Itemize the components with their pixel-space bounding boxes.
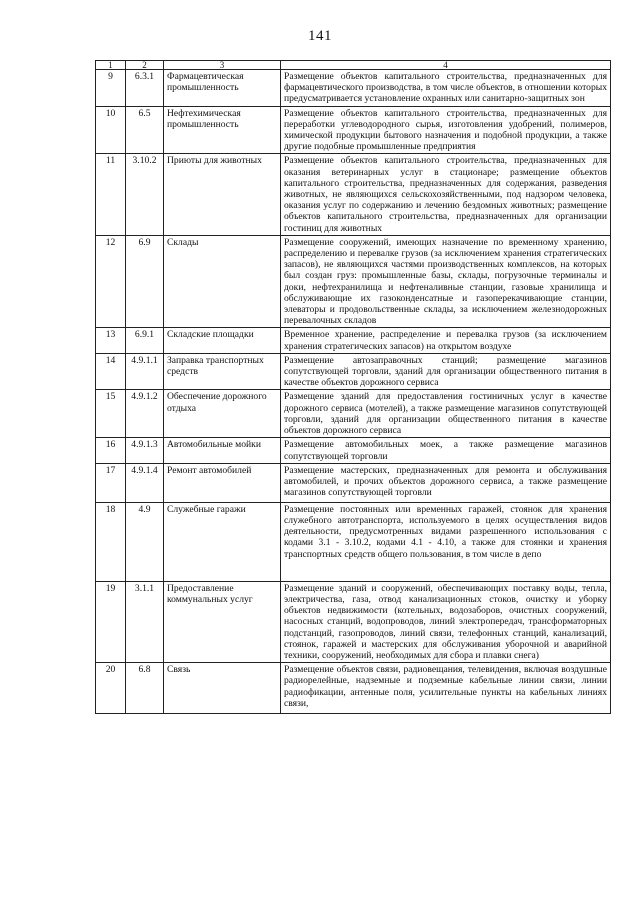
row-number: 16 (96, 438, 126, 463)
use-name: Служебные гаражи (164, 502, 281, 581)
row-number: 19 (96, 581, 126, 662)
table-row (96, 663, 611, 714)
use-code: 4.9.1.3 (126, 438, 164, 463)
row-number: 15 (96, 390, 126, 438)
use-code: 6.8 (126, 663, 164, 714)
table-row (96, 235, 611, 328)
use-description: Размещение постоянных или временных гаражей, стоянок для хранения служебного автотранспорта, используемого в целях осуществления видов деятельности, предусмотренных видами разрешенного использования с кодами 3.1 - 3.10.2, кодами 4.1 - 4.10, а также для стоянки и хранения транспортных средств общего пользования, в том числе в депо (281, 502, 611, 581)
column-header-1: 1 (96, 61, 126, 70)
row-number: 9 (96, 70, 126, 107)
table-row (96, 353, 611, 390)
row-number: 20 (96, 663, 126, 714)
table-row (96, 154, 611, 235)
table-header-row (96, 61, 611, 70)
use-code: 3.1.1 (126, 581, 164, 662)
row-number: 11 (96, 154, 126, 235)
use-code: 3.10.2 (126, 154, 164, 235)
column-header-3: 3 (164, 61, 281, 70)
use-description: Размещение автомобильных моек, а также размещение магазинов сопутствующей торговли (281, 438, 611, 463)
row-number: 13 (96, 328, 126, 353)
column-header-4: 4 (281, 61, 611, 70)
use-name: Нефтехимическая промышленность (164, 106, 281, 154)
use-name: Обеспечение дорожного отдыха (164, 390, 281, 438)
use-name: Складские площадки (164, 328, 281, 353)
table-row (96, 581, 611, 662)
use-code: 6.5 (126, 106, 164, 154)
use-description: Размещение зданий для предоставления гостиничных услуг в качестве дорожного сервиса (мотелей), а также размещение магазинов сопутствующей торговли, зданий для организации общественного питания в качестве объектов дорожного сервиса (281, 390, 611, 438)
row-number: 10 (96, 106, 126, 154)
use-name: Склады (164, 235, 281, 328)
table-row (96, 106, 611, 154)
use-description: Размещение объектов капитального строительства, предназначенных для фармацевтического производства, в том числе объектов, в отношении которых предусматривается установление охранных или санитарно-защитных зон (281, 70, 611, 107)
use-code: 4.9 (126, 502, 164, 581)
table-row (96, 502, 611, 581)
row-number: 12 (96, 235, 126, 328)
use-description: Размещение мастерских, предназначенных для ремонта и обслуживания автомобилей, и прочих объектов дорожного сервиса, а также размещение магазинов сопутствующей торговли (281, 463, 611, 502)
use-name: Приюты для животных (164, 154, 281, 235)
use-description: Размещение автозаправочных станций; размещение магазинов сопутствующей торговли, зданий для организации общественного питания в качестве объектов дорожного сервиса (281, 353, 611, 390)
use-code: 4.9.1.4 (126, 463, 164, 502)
use-name: Предоставление коммунальных услуг (164, 581, 281, 662)
use-name: Фармацевтическая промышленность (164, 70, 281, 107)
table-row (96, 463, 611, 502)
use-code: 4.9.1.2 (126, 390, 164, 438)
use-description: Размещение объектов капитального строительства, предназначенных для оказания ветеринарных услуг в стационаре; размещение объектов капитального строительства, предназначенных для содержания, разведения животных, не являющихся сельскохозяйственными, под надзором человека, оказания услуг по содержанию и лечению бездомных животных; размещение объектов капитального строительства, предназначенных для организации гостиниц для животных (281, 154, 611, 235)
use-name: Заправка транспортных средств (164, 353, 281, 390)
use-description: Размещение объектов капитального строительства, предназначенных для переработки углеводородного сырья, изготовления удобрений, полимеров, химической продукции бытового назначения и подобной продукции, а также другие подобные промышленные предприятия (281, 106, 611, 154)
use-code: 6.9 (126, 235, 164, 328)
row-number: 18 (96, 502, 126, 581)
table-row (96, 438, 611, 463)
use-description: Размещение зданий и сооружений, обеспечивающих поставку воды, тепла, электричества, газа, отвод канализационных стоков, очистку и уборку объектов недвижимости (котельных, водозаборов, очистных сооружений, насосных станций, водопроводов, линий электропередач, трансформаторных подстанций, газопроводов, линий связи, телефонных станций, канализаций, стоянок, гаражей и мастерских для обслуживания уборочной и аварийной техники, сооружений, необходимых для сбора и плавки снега) (281, 581, 611, 662)
use-description: Размещение сооружений, имеющих назначение по временному хранению, распределению и перевалке грузов (за исключением хранения стратегических запасов), не являющихся частями производственных комплексов, на которых был создан груз: промышленные базы, склады, погрузочные терминалы и доки, нефтехранилища и нефтеналивные станции, газовые хранилища и обслуживающие их газоконденсатные и газоперекачивающие станции, элеваторы и продовольственные склады, за исключением железнодорожных перевалочных складов (281, 235, 611, 328)
use-name: Автомобильные мойки (164, 438, 281, 463)
use-name: Ремонт автомобилей (164, 463, 281, 502)
land-use-table (95, 60, 611, 714)
table-row (96, 328, 611, 353)
use-code: 6.9.1 (126, 328, 164, 353)
use-description: Временное хранение, распределение и перевалка грузов (за исключением хранения стратегических запасов) на открытом воздухе (281, 328, 611, 353)
table-row (96, 390, 611, 438)
use-code: 6.3.1 (126, 70, 164, 107)
table-row (96, 70, 611, 107)
row-number: 17 (96, 463, 126, 502)
page-number: 141 (308, 28, 332, 44)
column-header-2: 2 (126, 61, 164, 70)
use-name: Связь (164, 663, 281, 714)
use-code: 4.9.1.1 (126, 353, 164, 390)
use-description: Размещение объектов связи, радиовещания, телевидения, включая воздушные радиорелейные, надземные и подземные кабельные линии связи, линии радиофикации, антенные поля, усилительные пункты на кабельных линиях связи, (281, 663, 611, 714)
row-number: 14 (96, 353, 126, 390)
